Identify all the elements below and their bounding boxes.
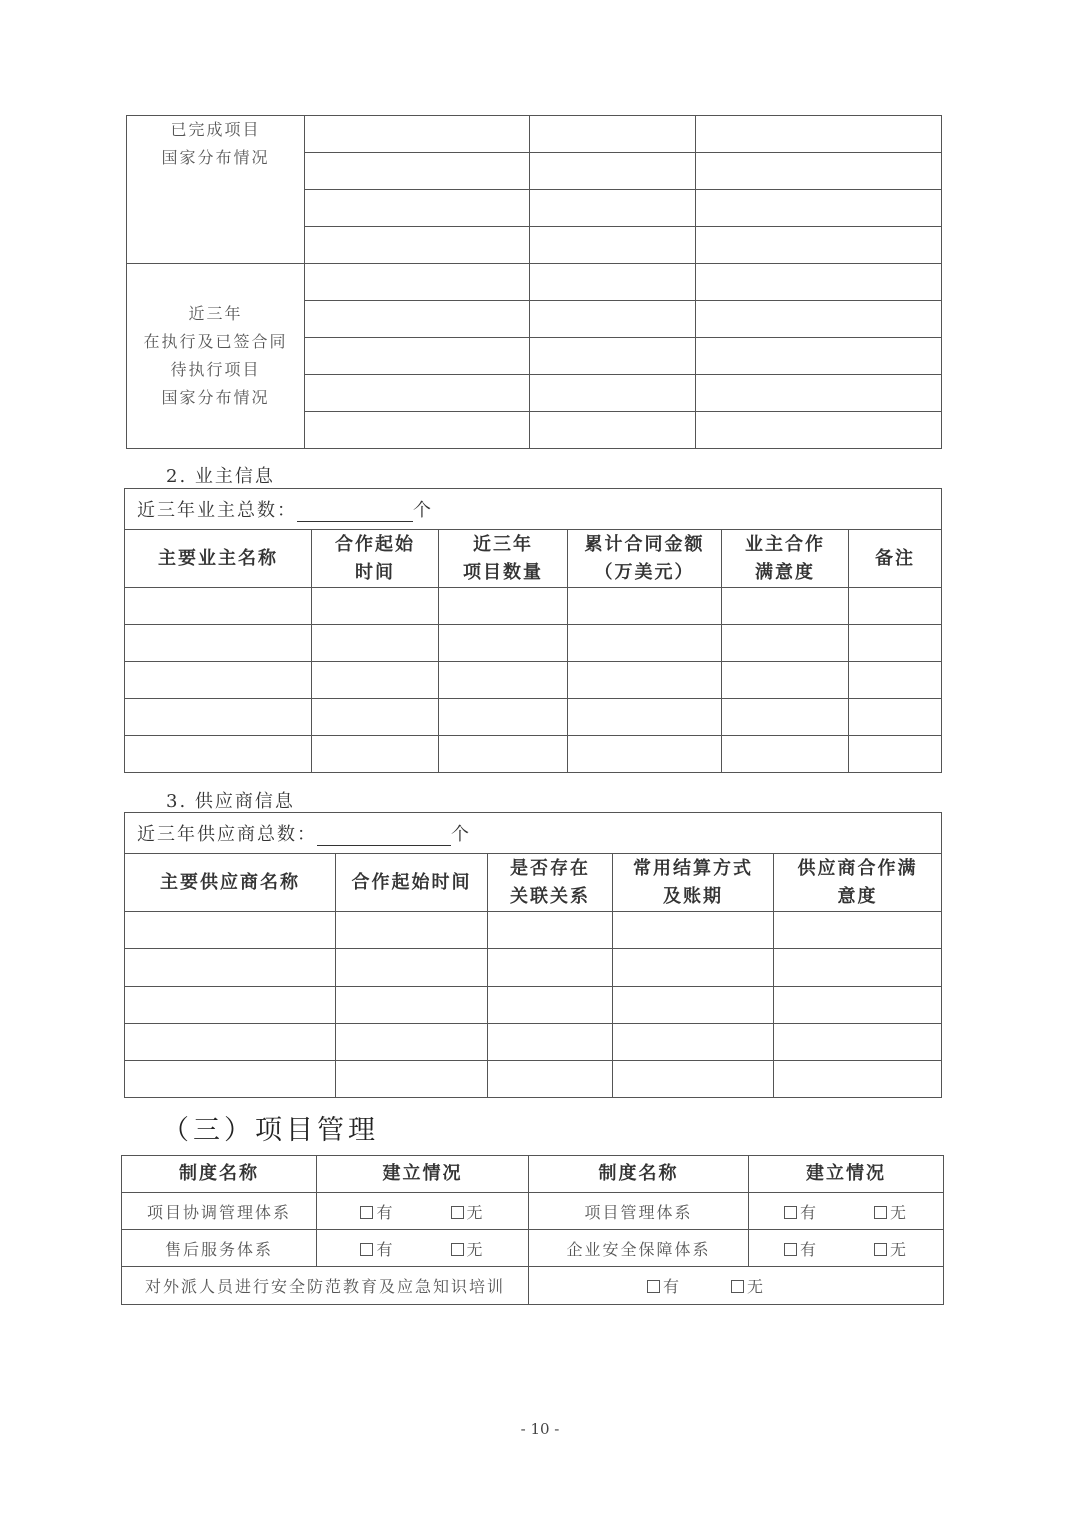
table-cell[interactable] — [439, 625, 568, 662]
supplier-count-unit: 个 — [451, 824, 471, 846]
checkbox-icon[interactable] — [874, 1243, 887, 1256]
status-options — [749, 1230, 944, 1267]
column-header-line: 业主合作 — [745, 533, 825, 555]
label-line: 已完成项目 — [170, 120, 261, 139]
checkbox-icon[interactable] — [647, 1280, 660, 1293]
column-header-line: 主要业主名称 — [158, 547, 278, 569]
label-line: 在执行及已签合同 — [143, 332, 288, 351]
table-cell[interactable] — [439, 736, 568, 773]
table-cell[interactable] — [849, 699, 942, 736]
table-cell[interactable] — [774, 986, 942, 1023]
table-cell[interactable] — [722, 699, 849, 736]
table-cell[interactable] — [488, 949, 613, 986]
column-header-line: 常用结算方式 — [633, 857, 753, 879]
table-cell[interactable] — [530, 227, 696, 264]
column-header-line: 时间 — [355, 561, 395, 583]
table-cell[interactable] — [305, 264, 530, 301]
option-label: 有 — [376, 1239, 395, 1259]
column-header — [336, 854, 488, 912]
table-cell[interactable] — [312, 736, 439, 773]
option-no[interactable] — [451, 1200, 485, 1223]
column-header — [312, 530, 439, 588]
table-cell[interactable] — [568, 736, 722, 773]
table-cell[interactable] — [530, 264, 696, 301]
table-cell[interactable] — [613, 912, 774, 949]
status-options — [529, 1267, 944, 1305]
option-no[interactable] — [874, 1237, 908, 1260]
col-status-header: 建立情况 — [749, 1156, 944, 1193]
checkbox-icon[interactable] — [451, 1206, 464, 1219]
column-header — [849, 530, 942, 588]
table-cell[interactable] — [696, 153, 942, 190]
project-distribution-table — [126, 115, 942, 449]
table-cell[interactable] — [613, 1060, 774, 1097]
table-cell[interactable] — [488, 986, 613, 1023]
column-header-line: 是否存在 — [510, 857, 590, 879]
table-cell[interactable] — [125, 699, 312, 736]
column-header-line: 意度 — [837, 885, 878, 907]
table-cell[interactable] — [774, 949, 942, 986]
table-cell[interactable] — [125, 662, 312, 699]
table-cell[interactable] — [125, 1023, 336, 1060]
table-cell[interactable] — [849, 662, 942, 699]
table-cell[interactable] — [722, 736, 849, 773]
column-header-line: （万美元） — [594, 561, 695, 583]
system-name: 项目协调管理体系 — [122, 1193, 317, 1230]
option-label: 无 — [890, 1239, 909, 1259]
column-header — [439, 530, 568, 588]
table-cell[interactable] — [568, 662, 722, 699]
owner-count-unit: 个 — [413, 500, 433, 521]
checkbox-icon[interactable] — [874, 1206, 887, 1219]
table-cell[interactable] — [696, 264, 942, 301]
table-cell[interactable] — [722, 588, 849, 625]
project-management-table — [121, 1155, 944, 1305]
page-number: - 10 - — [520, 1420, 560, 1438]
table-cell[interactable] — [312, 699, 439, 736]
owner-count-label: 近三年业主总数： — [137, 500, 297, 521]
option-yes[interactable] — [784, 1237, 818, 1260]
table-cell[interactable] — [613, 986, 774, 1023]
table-cell[interactable] — [312, 662, 439, 699]
option-yes[interactable] — [360, 1237, 394, 1260]
table-cell[interactable] — [336, 912, 488, 949]
column-header-line: 累计合同金额 — [584, 533, 705, 555]
table-cell[interactable] — [488, 1023, 613, 1060]
option-yes[interactable] — [647, 1274, 681, 1297]
column-header-line: 近三年 — [473, 533, 533, 555]
option-no[interactable] — [451, 1237, 485, 1260]
owner-info-title: 2. 业主信息 — [166, 466, 275, 487]
system-name: 项目管理体系 — [529, 1193, 749, 1230]
column-header — [488, 854, 613, 912]
option-label: 无 — [747, 1277, 766, 1296]
col-name-header: 制度名称 — [122, 1156, 317, 1193]
option-label: 有 — [376, 1202, 395, 1222]
column-header-line: 供应商合作满 — [797, 857, 918, 879]
table-cell[interactable] — [530, 301, 696, 338]
table-cell[interactable] — [439, 662, 568, 699]
table-cell[interactable] — [336, 1023, 488, 1060]
option-label: 有 — [663, 1277, 682, 1296]
table-cell[interactable] — [125, 625, 312, 662]
label-line: 近三年 — [188, 304, 243, 323]
column-header — [613, 854, 774, 912]
table-cell[interactable] — [530, 116, 696, 153]
column-header-line: 合作起始 — [335, 533, 415, 555]
option-label: 无 — [466, 1202, 485, 1222]
table-cell[interactable] — [305, 190, 530, 227]
option-yes[interactable] — [784, 1200, 818, 1223]
table-cell[interactable] — [336, 986, 488, 1023]
option-label: 有 — [799, 1202, 818, 1222]
supplier-info-title: 3. 供应商信息 — [166, 791, 295, 812]
option-label: 无 — [890, 1202, 909, 1222]
column-header-line: 备注 — [875, 547, 915, 569]
table-cell[interactable] — [125, 912, 336, 949]
checkbox-icon[interactable] — [360, 1206, 373, 1219]
checkbox-icon[interactable] — [784, 1206, 797, 1219]
table-cell[interactable] — [696, 375, 942, 412]
table-cell[interactable] — [530, 338, 696, 375]
option-yes[interactable] — [360, 1200, 394, 1223]
column-header — [774, 854, 942, 912]
table-cell[interactable] — [568, 625, 722, 662]
table-cell[interactable] — [305, 338, 530, 375]
table-cell[interactable] — [125, 1060, 336, 1097]
column-header — [722, 530, 849, 588]
table-cell[interactable] — [774, 1023, 942, 1060]
table-cell[interactable] — [774, 912, 942, 949]
table-cell[interactable] — [774, 1060, 942, 1097]
table-cell[interactable] — [613, 1023, 774, 1060]
option-label: 无 — [466, 1239, 485, 1259]
col-name-header: 制度名称 — [529, 1156, 749, 1193]
owner-count-line — [125, 489, 942, 530]
column-header-line: 主要供应商名称 — [160, 871, 300, 893]
table-cell[interactable] — [125, 949, 336, 986]
supplier-count-field[interactable] — [317, 829, 451, 846]
table-cell[interactable] — [849, 625, 942, 662]
table-cell[interactable] — [312, 588, 439, 625]
table-cell[interactable] — [613, 949, 774, 986]
table-cell[interactable] — [568, 699, 722, 736]
table-cell[interactable] — [336, 949, 488, 986]
column-header-line: 项目数量 — [463, 561, 543, 583]
completed-projects-label — [127, 116, 305, 264]
table-cell[interactable] — [530, 153, 696, 190]
column-header-line: 满意度 — [755, 561, 815, 583]
table-cell[interactable] — [305, 153, 530, 190]
column-header-line: 关联关系 — [510, 885, 590, 907]
checkbox-icon[interactable] — [784, 1243, 797, 1256]
table-cell[interactable] — [305, 116, 530, 153]
table-cell[interactable] — [125, 986, 336, 1023]
system-name: 售后服务体系 — [122, 1230, 317, 1267]
column-header-line: 及账期 — [663, 885, 723, 907]
ongoing-projects-label — [127, 264, 305, 449]
option-no[interactable] — [731, 1274, 765, 1297]
table-cell[interactable] — [696, 338, 942, 375]
supplier-count-label: 近三年供应商总数： — [137, 824, 317, 846]
table-cell[interactable] — [530, 190, 696, 227]
column-header-line: 合作起始时间 — [351, 871, 472, 893]
status-options — [749, 1193, 944, 1230]
table-cell[interactable] — [439, 588, 568, 625]
checkbox-icon[interactable] — [360, 1243, 373, 1256]
project-management-heading: （三）项目管理 — [162, 1115, 379, 1146]
training-label: 对外派人员进行安全防范教育及应急知识培训 — [122, 1267, 529, 1305]
table-cell[interactable] — [849, 736, 942, 773]
option-no[interactable] — [874, 1200, 908, 1223]
label-line: 国家分布情况 — [161, 148, 270, 167]
table-cell[interactable] — [305, 227, 530, 264]
supplier-info-table — [124, 812, 942, 1098]
column-header — [125, 854, 336, 912]
table-cell[interactable] — [439, 699, 568, 736]
table-cell[interactable] — [305, 375, 530, 412]
table-cell[interactable] — [530, 412, 696, 449]
option-label: 有 — [799, 1239, 818, 1259]
table-cell[interactable] — [722, 625, 849, 662]
table-cell[interactable] — [305, 412, 530, 449]
label-line: 待执行项目 — [170, 360, 261, 379]
supplier-count-line — [125, 813, 942, 854]
system-name: 企业安全保障体系 — [529, 1230, 749, 1267]
checkbox-icon[interactable] — [451, 1243, 464, 1256]
owner-info-table — [124, 488, 942, 773]
col-status-header: 建立情况 — [317, 1156, 529, 1193]
column-header — [125, 530, 312, 588]
table-cell[interactable] — [305, 301, 530, 338]
table-cell[interactable] — [488, 912, 613, 949]
table-cell[interactable] — [696, 412, 942, 449]
table-cell[interactable] — [696, 227, 942, 264]
table-cell[interactable] — [336, 1060, 488, 1097]
table-cell[interactable] — [696, 116, 942, 153]
table-cell[interactable] — [696, 190, 942, 227]
table-cell[interactable] — [696, 301, 942, 338]
table-cell[interactable] — [722, 662, 849, 699]
table-cell[interactable] — [849, 588, 942, 625]
status-options — [317, 1193, 529, 1230]
table-cell[interactable] — [125, 588, 312, 625]
table-cell[interactable] — [530, 375, 696, 412]
table-cell[interactable] — [568, 588, 722, 625]
table-cell[interactable] — [312, 625, 439, 662]
column-header — [568, 530, 722, 588]
checkbox-icon[interactable] — [731, 1280, 744, 1293]
table-cell[interactable] — [488, 1060, 613, 1097]
owner-count-field[interactable] — [297, 505, 413, 522]
status-options — [317, 1230, 529, 1267]
table-cell[interactable] — [125, 736, 312, 773]
label-line: 国家分布情况 — [161, 388, 270, 407]
